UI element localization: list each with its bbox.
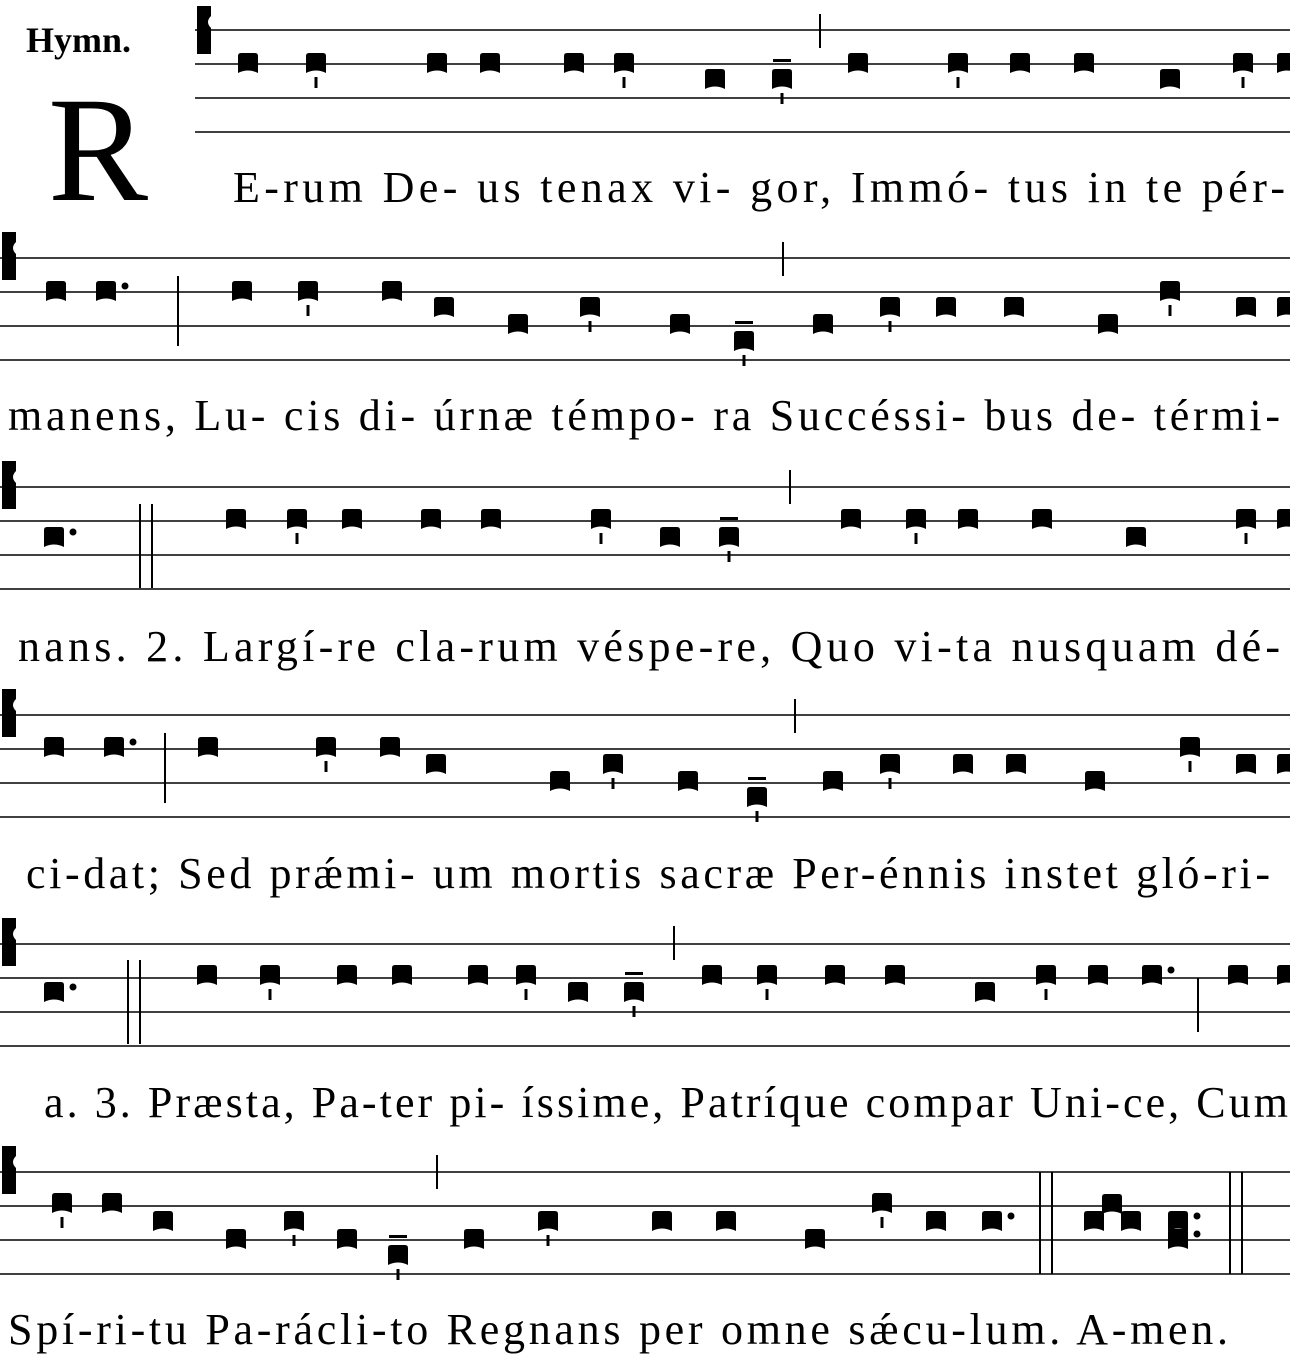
note bbox=[550, 771, 570, 791]
note bbox=[982, 1211, 1002, 1231]
note bbox=[342, 509, 362, 529]
ictus-mark bbox=[1045, 989, 1048, 1000]
note bbox=[1102, 1194, 1122, 1214]
note bbox=[96, 281, 116, 301]
note bbox=[260, 965, 280, 985]
note bbox=[880, 297, 900, 317]
note bbox=[434, 297, 454, 317]
note bbox=[287, 509, 307, 529]
ictus-mark bbox=[957, 77, 960, 88]
note bbox=[1236, 509, 1256, 529]
note bbox=[591, 509, 611, 529]
note bbox=[226, 509, 246, 529]
note bbox=[104, 737, 124, 757]
note bbox=[926, 1211, 946, 1231]
note bbox=[624, 982, 644, 1002]
episema-mark bbox=[389, 1235, 407, 1238]
note bbox=[1032, 509, 1052, 529]
note bbox=[232, 281, 252, 301]
ictus-mark bbox=[881, 1217, 884, 1228]
staff-system-4 bbox=[0, 689, 1290, 822]
lyrics-line-3: nans. 2. Largí-re cla-rum véspe-re, Quo vi-ta nusquam dé- bbox=[18, 622, 1281, 671]
do-clef-icon bbox=[2, 1146, 16, 1194]
staff-system-5 bbox=[0, 918, 1290, 1046]
note bbox=[936, 297, 956, 317]
note bbox=[747, 787, 767, 807]
note bbox=[337, 1229, 357, 1249]
mora-dot bbox=[70, 529, 77, 536]
note bbox=[1004, 297, 1024, 317]
do-clef-icon bbox=[197, 6, 211, 54]
note bbox=[516, 965, 536, 985]
note bbox=[1277, 754, 1290, 774]
note bbox=[102, 1193, 122, 1213]
note bbox=[1085, 771, 1105, 791]
note bbox=[337, 965, 357, 985]
note bbox=[1236, 297, 1256, 317]
note bbox=[848, 53, 868, 73]
note bbox=[1088, 965, 1108, 985]
note bbox=[652, 1211, 672, 1231]
note bbox=[1168, 1229, 1188, 1249]
note bbox=[197, 965, 217, 985]
note bbox=[480, 53, 500, 73]
note bbox=[284, 1211, 304, 1231]
note bbox=[388, 1245, 408, 1265]
note bbox=[825, 965, 845, 985]
note bbox=[772, 69, 792, 89]
staff-system-6 bbox=[0, 1146, 1290, 1280]
ictus-mark bbox=[612, 778, 615, 789]
note bbox=[1277, 509, 1290, 529]
note bbox=[1277, 53, 1290, 73]
hymn-label: Hymn. bbox=[26, 20, 132, 60]
ictus-mark bbox=[756, 811, 759, 822]
episema-mark bbox=[748, 777, 766, 780]
note bbox=[306, 53, 326, 73]
note bbox=[538, 1211, 558, 1231]
ictus-mark bbox=[889, 778, 892, 789]
episema-mark bbox=[625, 972, 643, 975]
note bbox=[580, 297, 600, 317]
note bbox=[1084, 1211, 1104, 1231]
note bbox=[1236, 754, 1256, 774]
note bbox=[948, 53, 968, 73]
note bbox=[382, 281, 402, 301]
ictus-mark bbox=[766, 989, 769, 1000]
staff-system-2 bbox=[0, 232, 1290, 366]
note bbox=[953, 754, 973, 774]
note bbox=[823, 771, 843, 791]
note bbox=[1277, 297, 1290, 317]
note bbox=[702, 965, 722, 985]
note bbox=[975, 982, 995, 1002]
note bbox=[568, 982, 588, 1002]
ictus-mark bbox=[1242, 77, 1245, 88]
note bbox=[427, 53, 447, 73]
note bbox=[757, 965, 777, 985]
note bbox=[421, 509, 441, 529]
note bbox=[1160, 69, 1180, 89]
do-clef-icon bbox=[2, 461, 16, 509]
staff-system-1 bbox=[195, 6, 1290, 132]
note bbox=[660, 527, 680, 547]
ictus-mark bbox=[633, 1006, 636, 1017]
note bbox=[508, 314, 528, 334]
note bbox=[316, 737, 336, 757]
note bbox=[44, 982, 64, 1002]
ictus-mark bbox=[623, 77, 626, 88]
note bbox=[1006, 754, 1026, 774]
note bbox=[1121, 1211, 1141, 1231]
lyrics-line-5: a. 3. Præsta, Pa-ter pi- íssime, Patríque compar Uni-ce, Cum bbox=[44, 1078, 1288, 1127]
lyrics-line-1: E-rum De- us tenax vi- gor, Immó- tus in te pér- bbox=[233, 163, 1285, 212]
ictus-mark bbox=[728, 551, 731, 562]
lyrics-line-6: Spí-ri-tu Pa-rácli-to Regnans per omne sǽcu-lum. A-men. bbox=[8, 1305, 1228, 1354]
ictus-mark bbox=[600, 533, 603, 544]
note bbox=[380, 737, 400, 757]
ictus-mark bbox=[589, 321, 592, 332]
note bbox=[44, 527, 64, 547]
mora-dot bbox=[1194, 1231, 1201, 1238]
note bbox=[1010, 53, 1030, 73]
initial-letter: R bbox=[48, 67, 149, 233]
note bbox=[153, 1211, 173, 1231]
episema-mark bbox=[720, 517, 738, 520]
ictus-mark bbox=[269, 989, 272, 1000]
ictus-mark bbox=[61, 1217, 64, 1228]
note bbox=[880, 754, 900, 774]
ictus-mark bbox=[525, 989, 528, 1000]
note bbox=[481, 509, 501, 529]
ictus-mark bbox=[1189, 761, 1192, 772]
note bbox=[46, 281, 66, 301]
lyrics-line-4: ci-dat; Sed prǽmi- um mortis sacræ Per-énnis instet gló-ri- bbox=[26, 849, 1270, 898]
note bbox=[226, 1229, 246, 1249]
note bbox=[719, 527, 739, 547]
note bbox=[1228, 965, 1248, 985]
note bbox=[872, 1193, 892, 1213]
note bbox=[885, 965, 905, 985]
note bbox=[670, 314, 690, 334]
note bbox=[44, 737, 64, 757]
note bbox=[564, 53, 584, 73]
note bbox=[298, 281, 318, 301]
ictus-mark bbox=[1169, 305, 1172, 316]
note bbox=[1074, 53, 1094, 73]
mora-dot bbox=[70, 984, 77, 991]
mora-dot bbox=[1008, 1213, 1015, 1220]
note bbox=[1277, 965, 1290, 985]
ictus-mark bbox=[293, 1235, 296, 1246]
ictus-mark bbox=[889, 321, 892, 332]
note bbox=[392, 965, 412, 985]
note bbox=[238, 53, 258, 73]
ictus-mark bbox=[915, 533, 918, 544]
note bbox=[468, 965, 488, 985]
note bbox=[1160, 281, 1180, 301]
ictus-mark bbox=[743, 355, 746, 366]
note bbox=[1180, 737, 1200, 757]
note bbox=[1168, 1211, 1188, 1231]
ictus-mark bbox=[307, 305, 310, 316]
note bbox=[734, 331, 754, 351]
mora-dot bbox=[1194, 1213, 1201, 1220]
ictus-mark bbox=[1245, 533, 1248, 544]
lyrics-line-2: manens, Lu- cis di- úrnæ témpo- ra Succéssi- bus de- térmi- bbox=[8, 391, 1280, 440]
ictus-mark bbox=[315, 77, 318, 88]
note bbox=[958, 509, 978, 529]
note bbox=[906, 509, 926, 529]
ictus-mark bbox=[296, 533, 299, 544]
note bbox=[426, 754, 446, 774]
ictus-mark bbox=[397, 1269, 400, 1280]
note bbox=[198, 737, 218, 757]
ictus-mark bbox=[781, 93, 784, 104]
note bbox=[813, 314, 833, 334]
do-clef-icon bbox=[2, 918, 16, 966]
note bbox=[1233, 53, 1253, 73]
note bbox=[1098, 314, 1118, 334]
episema-mark bbox=[735, 321, 753, 324]
note bbox=[1126, 527, 1146, 547]
note bbox=[1142, 965, 1162, 985]
note bbox=[716, 1211, 736, 1231]
note bbox=[603, 754, 623, 774]
note bbox=[464, 1229, 484, 1249]
note bbox=[841, 509, 861, 529]
episema-mark bbox=[773, 59, 791, 62]
note bbox=[805, 1229, 825, 1249]
mora-dot bbox=[122, 283, 129, 290]
note bbox=[1036, 965, 1056, 985]
staff-system-3 bbox=[0, 461, 1290, 589]
do-clef-icon bbox=[2, 232, 16, 280]
note bbox=[705, 69, 725, 89]
mora-dot bbox=[1168, 967, 1175, 974]
note bbox=[678, 771, 698, 791]
ictus-mark bbox=[547, 1235, 550, 1246]
note bbox=[614, 53, 634, 73]
do-clef-icon bbox=[2, 689, 16, 737]
ictus-mark bbox=[325, 761, 328, 772]
mora-dot bbox=[130, 739, 137, 746]
note bbox=[52, 1193, 72, 1213]
